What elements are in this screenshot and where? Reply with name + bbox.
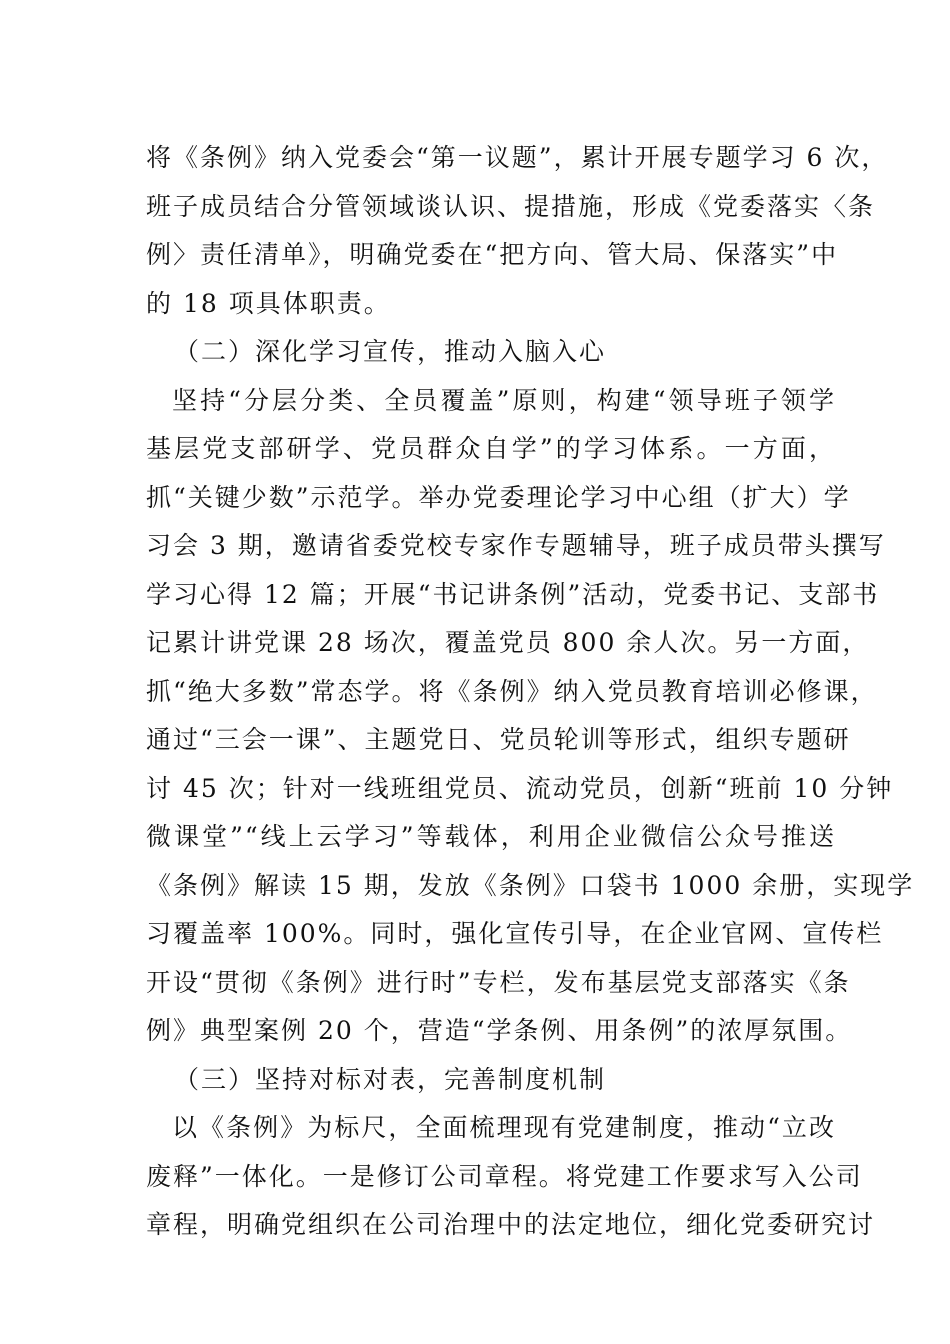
paragraph-line: 例〉责任清单》，明确党委在“把方向、管大局、保落实”中 — [146, 240, 839, 269]
paragraph-line: 废释”一体化。一是修订公司章程。将党建工作要求写入公司 — [146, 1161, 863, 1191]
paragraph-1 — [146, 134, 889, 328]
paragraph-line: 的 18 项具体职责。 — [146, 288, 391, 318]
paragraph-line: 《条例》解读 15 期，发放《条例》口袋书 1000 余册，实现学 — [146, 870, 915, 900]
section-heading-2: （二）深化学习宣传，推动入脑入心 — [174, 337, 607, 366]
paragraph-line: 基层党支部研学、党员群众自学”的学习体系。一方面， — [146, 434, 836, 463]
paragraph-line: 开设“贯彻《条例》进行时”专栏，发布基层党支部落实《条 — [146, 967, 851, 997]
paragraph-line: 抓“关键少数”示范学。举办党委理论学习中心组（扩大）学 — [146, 482, 851, 512]
section-heading-3: （三）坚持对标对表，完善制度机制 — [174, 1064, 607, 1094]
paragraph-line: 以《条例》为标尺，全面梳理现有党建制度，推动“立改 — [172, 1113, 836, 1142]
paragraph-2 — [146, 377, 915, 1056]
paragraph-line: 讨 45 次；针对一线班组党员、流动党员，创新“班前 10 分钟 — [146, 773, 894, 803]
paragraph-line: 记累计讲党课 28 场次，覆盖党员 800 余人次。另一方面， — [146, 628, 870, 657]
paragraph-line: 班子成员结合分管领域谈认识、提措施，形成《党委落实〈条 — [146, 191, 876, 221]
paragraph-line: 习覆盖率 100%。同时，强化宣传引导，在企业官网、宣传栏 — [146, 919, 884, 948]
document-body — [146, 134, 915, 1250]
paragraph-line: 通过“三会一课”、主题党日、党员轮训等形式，组织专题研 — [146, 725, 851, 754]
paragraph-line: 例》典型案例 20 个，营造“学条例、用条例”的浓厚氛围。 — [146, 1016, 853, 1045]
paragraph-line: 学习心得 12 篇；开展“书记讲条例”活动，党委书记、支部书 — [146, 579, 880, 609]
paragraph-3 — [146, 1104, 876, 1250]
paragraph-line: 习会 3 期，邀请省委党校专家作专题辅导，班子成员带头撰写 — [146, 531, 886, 560]
paragraph-line: 微课堂”“线上云学习”等载体，利用企业微信公众号推送 — [146, 822, 836, 851]
paragraph-line: 坚持“分层分类、全员覆盖”原则，构建“领导班子领学 — [172, 385, 836, 415]
paragraph-line: 将《条例》纳入党委会“第一议题”，累计开展专题学习 6 次， — [146, 143, 889, 172]
paragraph-line: 章程，明确党组织在公司治理中的法定地位，细化党委研究讨 — [146, 1210, 876, 1239]
paragraph-line: 抓“绝大多数”常态学。将《条例》纳入党员教育培训必修课， — [146, 676, 878, 706]
